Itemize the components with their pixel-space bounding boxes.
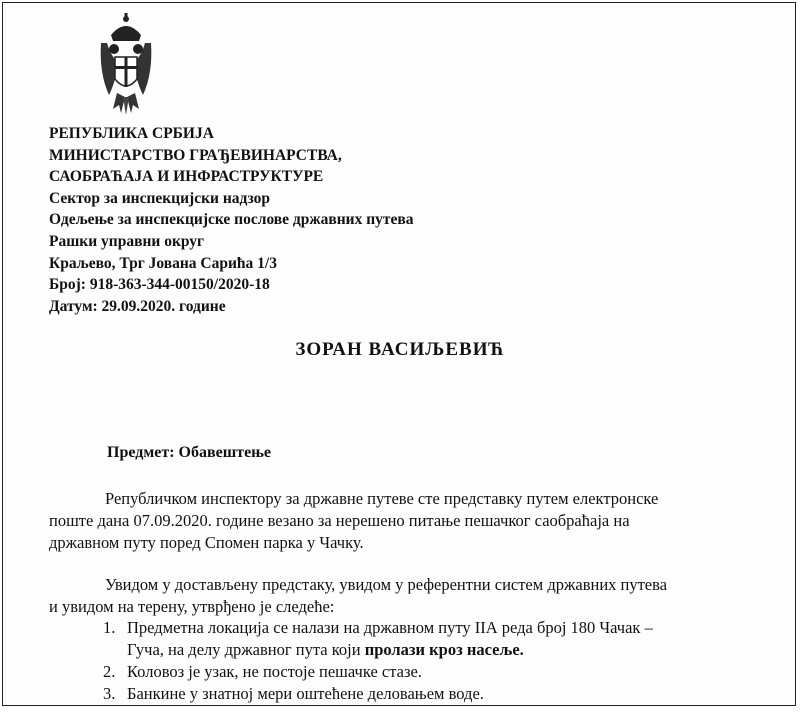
list-item — [103, 661, 763, 683]
list-item-number: 3. — [103, 684, 116, 703]
header-department: Одељење за инспекцијске послове државних путева — [49, 211, 414, 229]
header-date: Датум: 29.09.2020. године — [49, 297, 226, 315]
header-ministry-line2: САОБРАЋАЈА И ИНФРАСТРУКТУРЕ — [49, 168, 324, 186]
header-sector: Сектор за инспекцијски надзор — [49, 189, 271, 207]
header-district: Рашки управни округ — [49, 232, 205, 250]
recipient-name: ЗОРАН ВАСИЉЕВИЋ — [295, 339, 505, 360]
list-item-number: 2. — [103, 662, 116, 681]
header-country: РЕПУБЛИКА СРБИЈА — [49, 125, 214, 142]
header-ministry-line1: МИНИСТАРСТВО ГРАЂЕВИНАРСТВА, — [49, 146, 342, 164]
paragraph-line: државном путу поред Спомен парка у Чачку. — [49, 533, 364, 552]
list-item — [103, 617, 763, 661]
header-reference-number: Број: 918-363-344-00150/2020-18 — [49, 276, 270, 294]
paragraph-line: Републичком инспектору за државне путеве сте представку путем електронске — [105, 489, 659, 508]
body-paragraph-2 — [49, 574, 755, 618]
list-item-text: Гуча, на делу државног пута који — [127, 640, 365, 659]
list-item-text: Коловоз је узак, не постоје пешачке стазе. — [127, 662, 422, 681]
sender-header — [49, 123, 414, 317]
list-item-number: 1. — [103, 618, 116, 637]
paragraph-line: поште дана 07.09.2020. године везано за нерешено питање пешачког саобраћаја на — [49, 511, 630, 530]
coat-of-arms-icon — [97, 13, 155, 117]
list-item-emphasis: пролази кроз насеље. — [364, 640, 524, 659]
header-address: Краљево, Трг Јована Сарића 1/3 — [49, 254, 277, 272]
list-item-text: Предметна локација се налази на државном путу IIА реда број 180 Чачак – — [127, 618, 653, 637]
paragraph-line: Увидом у достављену предстаку, увидом у референтни систем државних путева — [105, 575, 668, 594]
findings-list — [103, 617, 763, 705]
list-item-text: Банкине у знатној мери оштећене деловањем воде. — [127, 684, 484, 703]
paragraph-line: и увидом на терену, утврђено је следеће: — [49, 597, 335, 616]
document-page — [2, 2, 796, 706]
subject-line: Предмет: Обавештење — [107, 444, 272, 461]
body-paragraph-1 — [49, 488, 755, 554]
list-item — [103, 683, 763, 705]
